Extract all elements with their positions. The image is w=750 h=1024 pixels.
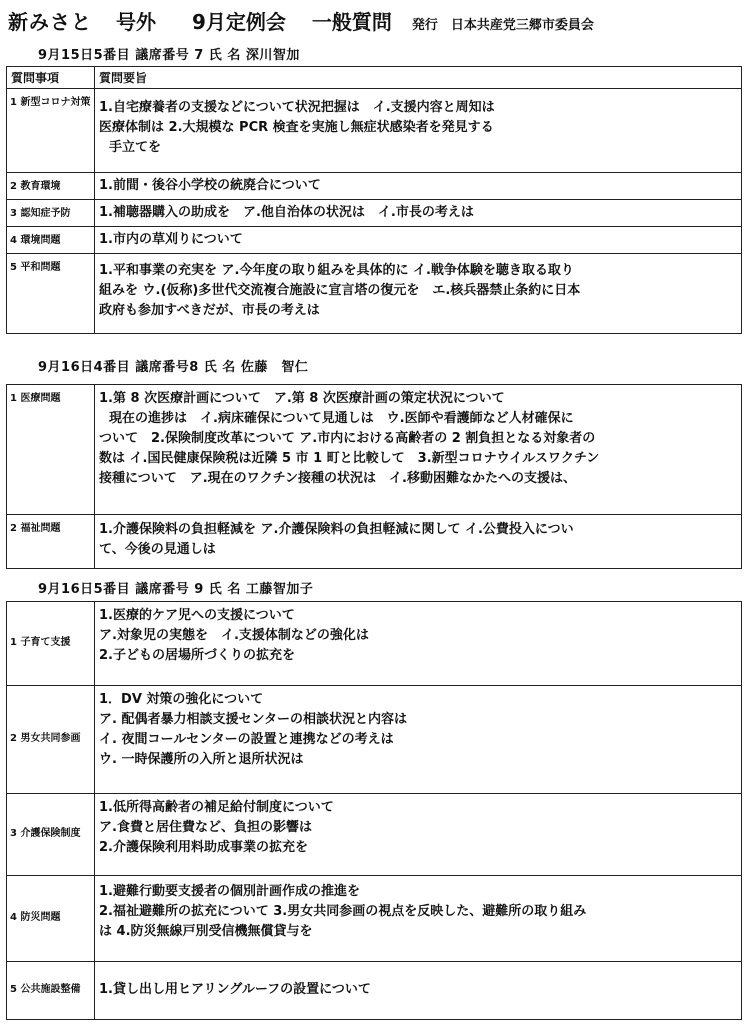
topic-cell: 5 平和問題 <box>7 254 95 334</box>
summary-line: 1.平和事業の充実を ア.今年度の取り組みを具体的に イ.戦争体験を聴き取る取り <box>99 263 574 278</box>
summary-line: 数は イ.国民健康保険税は近隣 5 市 1 町と比較して 3.新型コロナウイルスワクチン <box>99 451 600 466</box>
summary-cell <box>95 227 742 254</box>
table-row <box>7 876 742 962</box>
table-row <box>7 200 742 227</box>
summary-line: 1.第 8 次医療計画について ア.第 8 次医療計画の策定状況について <box>99 391 505 406</box>
table-row <box>7 962 742 1020</box>
summary-line: 政府も参加すべきだが、市長の考えは <box>99 303 320 318</box>
summary-cell <box>95 173 742 200</box>
table-row <box>7 227 742 254</box>
summary-line: 1.貸し出し用ヒアリングルーフの設置について <box>99 982 371 997</box>
summary-line: 現在の進捗は イ.病床確保について見通しは ウ.医師や看護師など人材確保に <box>109 411 574 426</box>
section-heading: 9月16日5番目 議席番号 9 氏 名 工藤智加子 <box>38 582 314 597</box>
publisher-label: 発行 日本共産党三郷市委員会 <box>411 18 594 33</box>
topic-cell: 4 環境問題 <box>7 227 95 254</box>
newsletter-title: 新みさと <box>8 10 92 34</box>
summary-line: て、今後の見通しは <box>99 542 216 557</box>
summary-cell <box>95 602 742 686</box>
summary-cell <box>95 89 742 173</box>
summary-line: ついて 2.保険制度改革について ア.市内における高齢者の 2 割負担となる対象者の <box>99 431 596 446</box>
table-row <box>7 515 742 569</box>
topic-cell: 1 新型コロナ対策 <box>7 89 95 173</box>
summary-line: イ. 夜間コールセンターの設置と連携などの考えは <box>99 732 394 747</box>
summary-line: 1.避難行動要支援者の個別計画作成の推進を <box>99 884 360 899</box>
topic-cell: 3 認知症予防 <box>7 200 95 227</box>
summary-line: 1.医療的ケア児への支援について <box>99 608 295 623</box>
table-row <box>7 254 742 334</box>
summary-line: 接種について ア.現在のワクチン接種の状況は イ.移動困難なかたへの支援は、 <box>99 471 576 486</box>
summary-cell <box>95 200 742 227</box>
summary-line: 組みを ウ.(仮称)多世代交流複合施設に宣言塔の復元を エ.核兵器禁止条約に日本 <box>99 283 581 298</box>
summary-line: 1.前間・後谷小学校の統廃合について <box>99 178 321 193</box>
topic-cell: 1 子育て支援 <box>7 602 95 686</box>
section-heading: 9月16日4番目 議席番号8 氏 名 佐藤 智仁 <box>38 360 309 375</box>
table-row <box>7 173 742 200</box>
summary-line: 1.補聴器購入の助成を ア.他自治体の状況は イ.市長の考えは <box>99 205 474 220</box>
summary-line: ア.対象児の実態を イ.支援体制などの強化は <box>99 628 369 643</box>
table-row <box>7 385 742 515</box>
topic-cell: 5 公共施設整備 <box>7 962 95 1020</box>
summary-line: 1.市内の草刈りについて <box>99 232 243 247</box>
summary-line: 手立てを <box>109 140 162 155</box>
table-row <box>7 89 742 173</box>
summary-line: 2.介護保険利用料助成事業の拡充を <box>99 840 308 855</box>
topic-column-header: 質問事項 <box>7 67 95 89</box>
summary-cell <box>95 794 742 876</box>
summary-cell <box>95 254 742 334</box>
summary-line: は 4.防災無線戸別受信機無償貸与を <box>99 924 313 939</box>
summary-line: ア. 配偶者暴力相談支援センターの相談状況と内容は <box>99 712 407 727</box>
summary-line: 医療体制は 2.大規模な PCR 検査を実施し無症状感染者を発見する <box>99 120 494 135</box>
table-row <box>7 686 742 794</box>
topic-cell: 2 福祉問題 <box>7 515 95 569</box>
session-label: 9月定例会 <box>192 10 286 34</box>
summary-line: 2.子どもの居場所づくりの拡充を <box>99 648 295 663</box>
summary-cell <box>95 876 742 962</box>
section-heading: 9月15日5番目 議席番号 7 氏 名 深川智加 <box>38 48 300 63</box>
question-type-label: 一般質問 <box>311 10 392 34</box>
newsletter-header <box>8 6 744 36</box>
topic-cell: 4 防災問題 <box>7 876 95 962</box>
topic-cell: 1 医療問題 <box>7 385 95 515</box>
summary-cell <box>95 962 742 1020</box>
summary-line: ア.食費と居住費など、負担の影響は <box>99 820 312 835</box>
issue-label: 号外 <box>116 10 156 34</box>
question-table <box>6 384 742 569</box>
topic-cell: 2 男女共同参画 <box>7 686 95 794</box>
question-table <box>6 66 742 334</box>
summary-cell <box>95 385 742 515</box>
summary-line: 1．DV 対策の強化について <box>99 692 264 707</box>
summary-line: 2.福祉避難所の拡充について 3.男女共同参画の視点を反映した、避難所の取り組み <box>99 904 587 919</box>
summary-line: 1.自宅療養者の支援などについて状況把握は イ.支援内容と周知は <box>99 100 495 115</box>
summary-line: 1.介護保険料の負担軽減を ア.介護保険料の負担軽減に関して イ.公費投入につい <box>99 522 574 537</box>
summary-column-header: 質問要旨 <box>95 67 742 89</box>
table-header-row <box>7 67 742 89</box>
summary-cell <box>95 686 742 794</box>
table-row <box>7 794 742 876</box>
question-table <box>6 601 742 1020</box>
table-row <box>7 602 742 686</box>
topic-cell: 2 教育環境 <box>7 173 95 200</box>
summary-line: ウ. 一時保護所の入所と退所状況は <box>99 752 304 767</box>
summary-line: 1.低所得高齢者の補足給付制度について <box>99 800 334 815</box>
summary-cell <box>95 515 742 569</box>
topic-cell: 3 介護保険制度 <box>7 794 95 876</box>
